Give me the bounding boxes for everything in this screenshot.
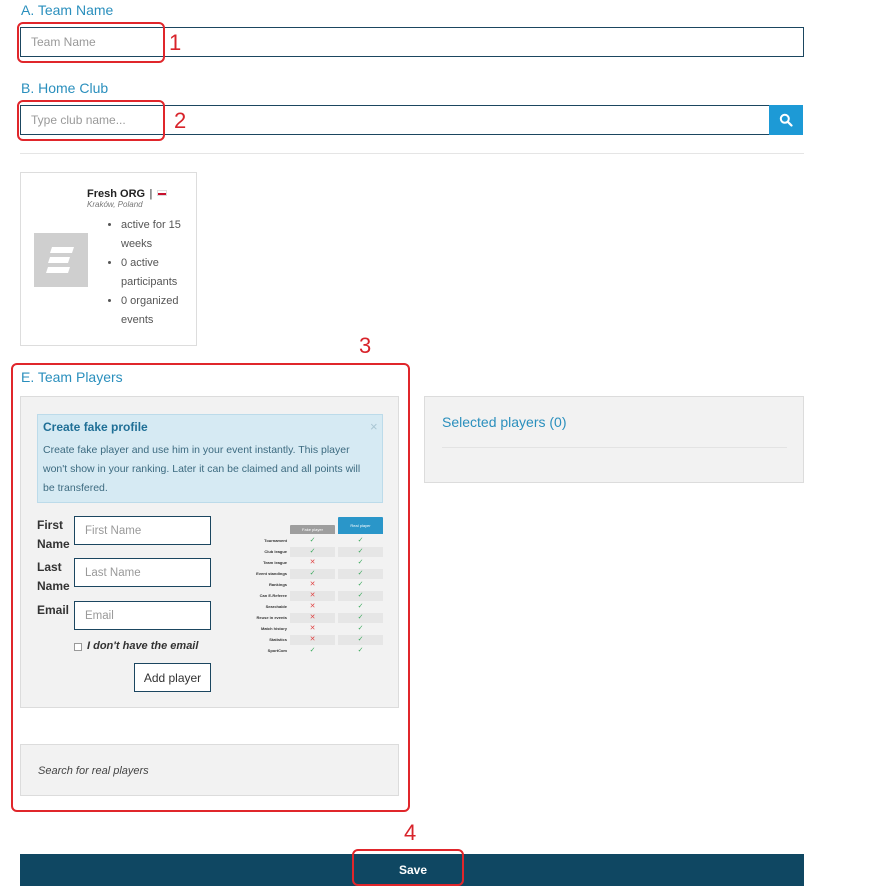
comparison-header-real: Real player [338, 517, 383, 534]
check-icon: ✓ [309, 537, 316, 544]
team-players-title: E. Team Players [21, 369, 123, 385]
team-name-title: A. Team Name [21, 2, 114, 18]
email-label: Email [37, 603, 70, 617]
add-player-button[interactable]: Add player [134, 663, 211, 692]
selected-players-divider [442, 447, 787, 448]
home-club-title: B. Home Club [21, 80, 109, 96]
club-stats [105, 216, 197, 330]
check-icon: ✓ [357, 625, 364, 632]
home-club-input[interactable]: Type club name... [20, 105, 770, 135]
cross-icon: ✕ [309, 603, 316, 610]
annotation-box-3 [11, 363, 410, 812]
check-icon: ✓ [338, 569, 383, 579]
close-icon[interactable]: × [370, 419, 378, 434]
check-icon: ✓ [357, 581, 364, 588]
comparison-row-label: Reuse in events [256, 615, 287, 620]
club-location: Kraków, Poland [87, 200, 143, 209]
check-icon: ✓ [357, 559, 364, 566]
fake-profile-title: Create fake profile [43, 420, 148, 434]
email-input[interactable]: Email [74, 601, 211, 630]
check-icon: ✓ [290, 569, 335, 579]
cross-icon: ✕ [309, 559, 316, 566]
club-stat-events: • 0 organized events [121, 292, 197, 330]
comparison-row-label: Can E-Referee [259, 593, 287, 598]
club-name-separator: | [149, 188, 153, 200]
comparison-header-fake: Fake player [290, 525, 335, 534]
check-icon: ✓ [357, 603, 364, 610]
first-name-input[interactable]: First Name [74, 516, 211, 545]
search-real-players-link[interactable]: Search for real players [38, 765, 149, 777]
cross-icon: ✕ [290, 635, 335, 645]
club-name[interactable]: Fresh ORG [87, 188, 146, 200]
comparison-row-label: Club league [264, 549, 287, 554]
annotation-number-1: 1 [169, 30, 182, 55]
check-icon: ✓ [338, 547, 383, 557]
cross-icon: ✕ [290, 613, 335, 623]
divider [20, 153, 804, 154]
comparison-row-label: Statistics [269, 637, 287, 642]
annotation-number-2: 2 [174, 108, 187, 133]
team-name-input[interactable]: Team Name [20, 27, 804, 57]
last-name-input[interactable]: Last Name [74, 558, 211, 587]
annotation-number-4: 4 [404, 820, 417, 845]
club-stat-active-weeks: • active for 15 weeks [121, 216, 197, 254]
comparison-row-label: Searchable [265, 604, 287, 609]
check-icon: ✓ [290, 547, 335, 557]
club-logo-icon [34, 233, 88, 287]
check-icon: ✓ [338, 635, 383, 645]
search-icon [779, 113, 793, 127]
cross-icon: ✕ [309, 625, 316, 632]
selected-players-title: Selected players (0) [442, 414, 567, 430]
check-icon: ✓ [309, 647, 316, 654]
annotation-box-4 [352, 849, 464, 886]
annotation-number-3: 3 [359, 333, 372, 358]
selected-players-panel [424, 396, 804, 483]
club-search-button[interactable] [769, 105, 803, 135]
check-icon: ✓ [338, 613, 383, 623]
first-name-label: First Name [37, 518, 70, 551]
annotation-box-1 [17, 22, 165, 63]
comparison-row-label: SportCom [267, 648, 287, 653]
comparison-row-label: Match history [260, 626, 287, 631]
comparison-row-label: Rankings [268, 582, 287, 587]
club-stat-participants: • 0 active participants [121, 254, 197, 292]
poland-flag-icon [157, 190, 167, 196]
annotation-box-2 [17, 100, 165, 141]
check-icon: ✓ [357, 647, 364, 654]
check-icon: ✓ [338, 591, 383, 601]
comparison-row-label: Tournament [264, 538, 287, 543]
fake-profile-text: Create fake player and use him in your event instantly. This player won't show in your ranking. Later it can be claimed and all points will be transfered. [43, 444, 361, 494]
last-name-label: Last Name [37, 560, 70, 593]
cross-icon: ✕ [290, 591, 335, 601]
club-card[interactable] [20, 172, 197, 346]
comparison-row-label: Team league [263, 560, 287, 565]
comparison-row-label: Event standings [256, 571, 287, 576]
save-button[interactable]: Save [399, 863, 428, 877]
check-icon: ✓ [357, 537, 364, 544]
no-email-label: I don't have the email [87, 640, 199, 652]
cross-icon: ✕ [309, 581, 316, 588]
